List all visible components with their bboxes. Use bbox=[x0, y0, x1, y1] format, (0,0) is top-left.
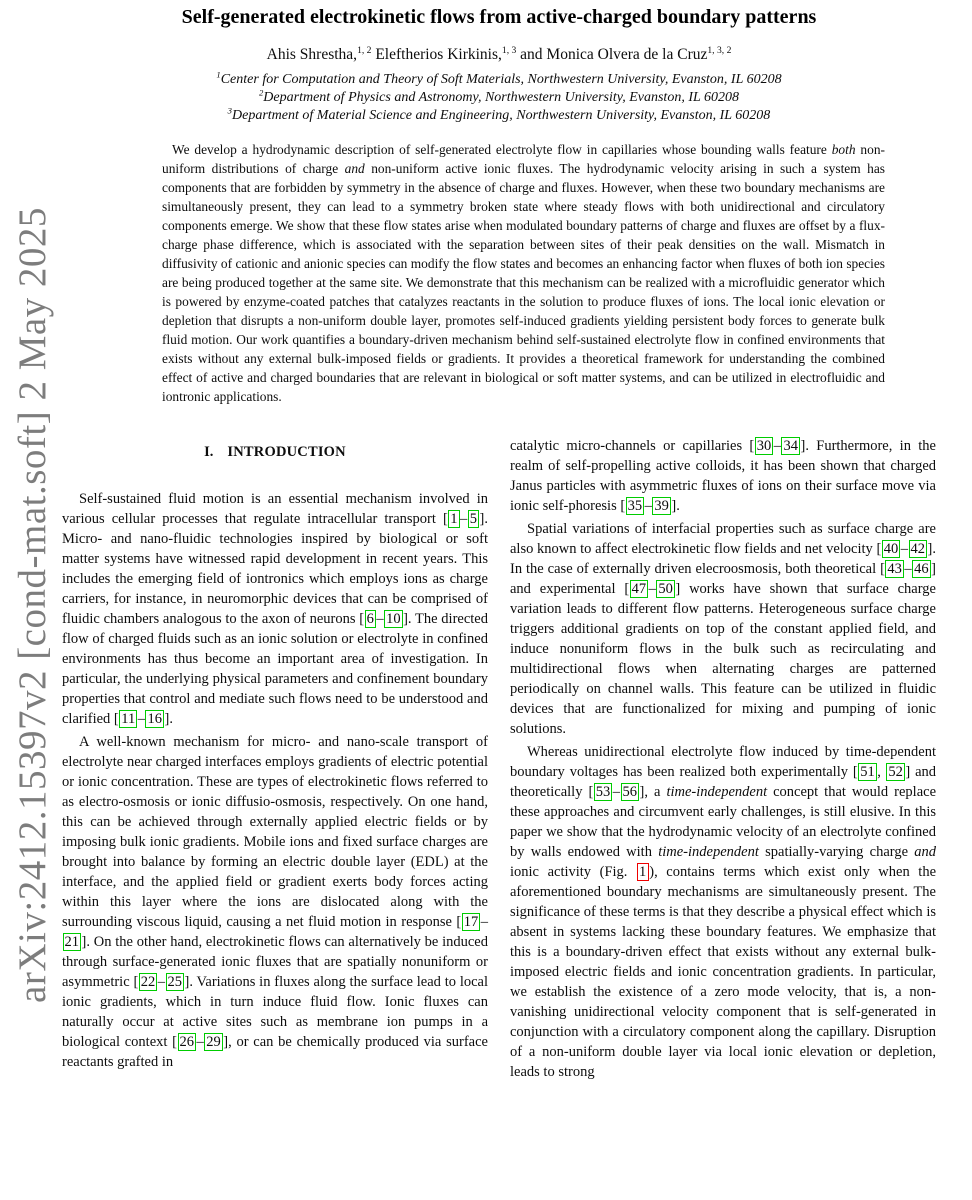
text-run: A well-known mechanism for micro- and nano-scale transport of electrolyte near charged interfaces employs gradients of electric potential or ionic concentration. These are types of electrokinetic flows referred to as electro-osmosis or ionic diffusio-osmosis, respectively. On one hand, this can be achieved through externally applied electric fields or by imposing bulk ionic gradients. Mobile ions and fixed surface charges are brought into balance by forming an electric double layer (EDL) at the interface, and the applied field or gradient exerts body forces acting within this layer where the ions are dislocated along with the surrounding viscous liquid, causing a net fluid motion in response [ bbox=[62, 734, 488, 930]
text-run: – bbox=[196, 1034, 204, 1050]
affiliations bbox=[62, 71, 936, 125]
text-run: non-uniform distributions of charge bbox=[162, 142, 885, 176]
paper-title: Self-generated electrokinetic flows from active-charged boundary patterns bbox=[181, 6, 817, 28]
text-run: , bbox=[877, 764, 886, 780]
superscript: 3 bbox=[227, 105, 233, 116]
section-title: INTRODUCTION bbox=[227, 444, 346, 460]
citation-link[interactable]: 25 bbox=[167, 974, 183, 990]
superscript: 2 bbox=[258, 87, 264, 98]
figure-ref-link[interactable]: 1 bbox=[637, 863, 649, 881]
text-run: ] and theoretically [ bbox=[510, 764, 937, 800]
text-run: – bbox=[904, 561, 912, 577]
paragraph bbox=[510, 742, 936, 1082]
text-run: ], or can be chemically produced via surface reactants grafted in bbox=[62, 1034, 488, 1070]
paragraph bbox=[62, 71, 936, 89]
italic-text: both bbox=[831, 142, 856, 157]
text-run: ]. bbox=[671, 498, 680, 514]
text-run: Center for Computation and Theory of Soft Materials, Northwestern University, Evanston, IL 60208 bbox=[220, 72, 782, 87]
paragraph bbox=[510, 436, 936, 516]
text-run: ]. Micro- and nano-fluidic technologies inspired by biological or soft matter systems have witnessed rapid development in recent years. This includes the emerging field of iontronics which employs ions as charge carriers, for instance, in neuromorphic devices that can be comprised of fluidic chambers analogous to the axon of neurons [ bbox=[62, 511, 488, 627]
text-run: Whereas unidirectional electrolyte flow induced by time-dependent boundary voltages has been realized both experimentally [ bbox=[510, 744, 936, 780]
section-number: I. bbox=[204, 444, 214, 460]
left-column-text bbox=[62, 489, 488, 1072]
text-run: – bbox=[137, 711, 145, 727]
citation-link[interactable]: 21 bbox=[64, 934, 79, 950]
paragraph bbox=[510, 519, 936, 739]
superscript: 1, 3, 2 bbox=[707, 44, 732, 56]
italic-text: time-independent bbox=[666, 784, 768, 800]
left-column bbox=[62, 436, 488, 1085]
section-heading-introduction bbox=[62, 442, 488, 462]
citation-link[interactable]: 10 bbox=[386, 611, 401, 627]
text-run: catalytic micro-channels or capillaries [ bbox=[510, 438, 755, 454]
text-run: Department of Physics and Astronomy, Northwestern University, Evanston, IL 60208 bbox=[263, 90, 740, 105]
superscript: 1, 2 bbox=[357, 44, 372, 56]
citation-link[interactable]: 47 bbox=[631, 581, 647, 597]
text-run: – bbox=[612, 784, 621, 800]
right-column bbox=[510, 436, 936, 1085]
text-run: Department of Material Science and Engineering, Northwestern University, Evanston, IL 60208 bbox=[232, 108, 771, 123]
text-run: Eleftherios Kirkinis, bbox=[371, 46, 502, 63]
text-run: ionic activity (Fig. bbox=[510, 864, 637, 880]
superscript: 1, 3 bbox=[501, 44, 517, 56]
citation-link[interactable]: 29 bbox=[206, 1034, 221, 1050]
text-run: – bbox=[900, 541, 909, 557]
citation-link[interactable]: 50 bbox=[658, 581, 673, 597]
citation-link[interactable]: 6 bbox=[366, 611, 374, 627]
citation-link[interactable]: 30 bbox=[756, 438, 772, 454]
paragraph bbox=[162, 140, 885, 406]
text-run: concept that would replace these approaches and circumvent early challenges, is still elusive. In this paper we show that the hydrodynamic velocity of an electrolyte confined by walls endowed with bbox=[510, 784, 937, 860]
citation-link[interactable]: 16 bbox=[147, 711, 162, 727]
text-run: ]. The directed flow of charged fluids such as an ionic solution or electrolyte in confined environments has thus become an important area of investigation. In particular, the underlying physical parameters and confinement boundary properties that control and mediate such flows need to be understood and clarified [ bbox=[62, 611, 488, 727]
citation-link[interactable]: 51 bbox=[860, 764, 875, 780]
text-run: non-uniform active ionic fluxes. The hydrodynamic velocity arising in such a system has components that are forbidden by symmetry in the absence of charge and fluxes. However, when these two boundary mechanisms are simultaneously present, they can lead to a symmetry broken state where steady flows with both unidirectional and circulatory components emerge. We show that these flow states arise when modulated boundary patterns of charge and fluxes are offset by a flux-charge phase difference, which is associated with the separation between sites of their peak densities on the wall. Mismatch in diffusivity of cationic and anionic species can modify the flow states and becomes an enhancing factor when fluxes of both ion species are being produced together at the same site. We demonstrate that this mechanism can be realized with a microfluidic generator which is powered by enzyme-coated patches that catalyzes reactants in the solution to produce fluxes of ions. The local ionic elevation or depletion that disrupts a non-uniform double layer, promotes self-induced gradients yielding persistent body forces to generate bulk fluid motion. Our work quantifies a boundary-driven mechanism behind self-sustained electrolyte flow in confined environments that exists without any external bulk-imposed fields or gradients. It provides a theoretical framework for understanding the combined effect of active and charged boundaries that are relevant in biological or soft matter systems, and can be utilized in electrofluidic and iontronic applications. bbox=[162, 161, 885, 404]
text-run: ]. bbox=[164, 711, 173, 727]
citation-link[interactable]: 46 bbox=[914, 561, 929, 577]
text-run: and Monica Olvera de la Cruz bbox=[516, 46, 708, 63]
italic-text: time-independent bbox=[658, 844, 759, 860]
text-run: ]. Variations in fluxes along the surface lead to local ionic gradients, which in turn induce fluid flow. Ionic fluxes can naturally occur at active sites such as membrane ion pumps in a biological context [ bbox=[62, 974, 488, 1050]
right-column-text bbox=[510, 436, 936, 1082]
text-run: We develop a hydrodynamic description of self-generated electrolyte flow in capillaries whose bounding walls feature bbox=[172, 142, 832, 157]
citation-link[interactable]: 35 bbox=[627, 498, 643, 514]
citation-link[interactable]: 39 bbox=[654, 498, 669, 514]
superscript: 1 bbox=[216, 69, 221, 80]
citation-link[interactable]: 22 bbox=[140, 974, 156, 990]
citation-link[interactable]: 17 bbox=[463, 914, 479, 930]
text-run: ]. On the other hand, electrokinetic flows can alternatively be induced through surface-generated ionic fluxes that are spatially nonuniform or asymmetric [ bbox=[62, 934, 488, 990]
text-run: – bbox=[773, 438, 781, 454]
text-run: Spatial variations of interfacial properties such as surface charge are also known to affect electrokinetic flow fields and net velocity [ bbox=[510, 521, 936, 557]
citation-link[interactable]: 43 bbox=[887, 561, 902, 577]
arxiv-watermark[interactable]: arXiv:2412.15397v2 [cond-mat.soft] 2 May 2025 bbox=[11, 207, 54, 1003]
text-run: – bbox=[157, 974, 166, 990]
citation-link[interactable]: 1 bbox=[450, 511, 458, 527]
italic-text: and bbox=[914, 844, 937, 860]
text-run: ] and experimental [ bbox=[510, 561, 936, 597]
citation-link[interactable]: 5 bbox=[469, 511, 478, 527]
text-run: – bbox=[460, 511, 468, 527]
text-run: ] works have shown that surface charge variation leads to different flow patterns. Heterogeneous surface charge triggers additional gradients on top of the constant applied field, and induce nonuniform flows in the bulk such as recirculating and multidirectional flows when alternating charges are patterned periodically on channel walls. This feature can be utilized in fluidic devices that are functionalized for mixing and pumping of ionic solutions. bbox=[510, 581, 936, 737]
italic-text: and bbox=[344, 161, 365, 176]
paragraph bbox=[62, 89, 936, 107]
paragraph bbox=[62, 489, 488, 729]
paragraph bbox=[62, 732, 488, 1072]
text-run: ), contains terms which exist only when the aforementioned boundary mechanisms are simultaneously present. The significance of these terms is that they describe a physical effect which is absent in systems lacking these boundary features. We emphasize that this is a boundary-driven effect that exists without any external bulk-imposed electric fields and ionic concentration gradients. In particular, we establish the existence of a zero mode velocity, that is, a non-vanishing unidirectional velocity component that is self-generated in conjunction with a circulatory component along the capillary. Disruption of a non-uniform double layer via local ionic elevation or depletion, leads to strong bbox=[510, 864, 937, 1080]
paragraph bbox=[62, 107, 936, 125]
text-run: spatially-varying charge bbox=[758, 844, 915, 860]
citation-link[interactable]: 52 bbox=[888, 764, 903, 780]
citation-link[interactable]: 56 bbox=[622, 784, 638, 800]
abstract bbox=[162, 140, 885, 406]
text-run: ], a bbox=[639, 784, 667, 800]
text-run: – bbox=[644, 498, 652, 514]
citation-link[interactable]: 34 bbox=[783, 438, 798, 454]
text-run: Ahis Shrestha, bbox=[266, 46, 358, 63]
text-run: – bbox=[480, 914, 488, 930]
text-run: ]. Furthermore, in the realm of self-propelling active colloids, it has been shown that charged Janus particles with asymmetric fluxes of ions on their surface move via ionic self-phoresis [ bbox=[510, 438, 936, 514]
citation-link[interactable]: 42 bbox=[910, 541, 926, 557]
citation-link[interactable]: 26 bbox=[179, 1034, 194, 1050]
author-line bbox=[62, 46, 936, 64]
citation-link[interactable]: 53 bbox=[595, 784, 611, 800]
text-run: ]. In the case of externally driven elecroosmosis, both theoretical [ bbox=[510, 541, 936, 577]
citation-link[interactable]: 40 bbox=[883, 541, 899, 557]
text-run: – bbox=[648, 581, 656, 597]
body-columns bbox=[62, 436, 936, 1085]
citation-link[interactable]: 11 bbox=[121, 711, 136, 727]
text-run: – bbox=[376, 611, 384, 627]
text-run: Self-sustained fluid motion is an essential mechanism involved in various cellular processes that regulate intracellular transport [ bbox=[62, 491, 488, 527]
